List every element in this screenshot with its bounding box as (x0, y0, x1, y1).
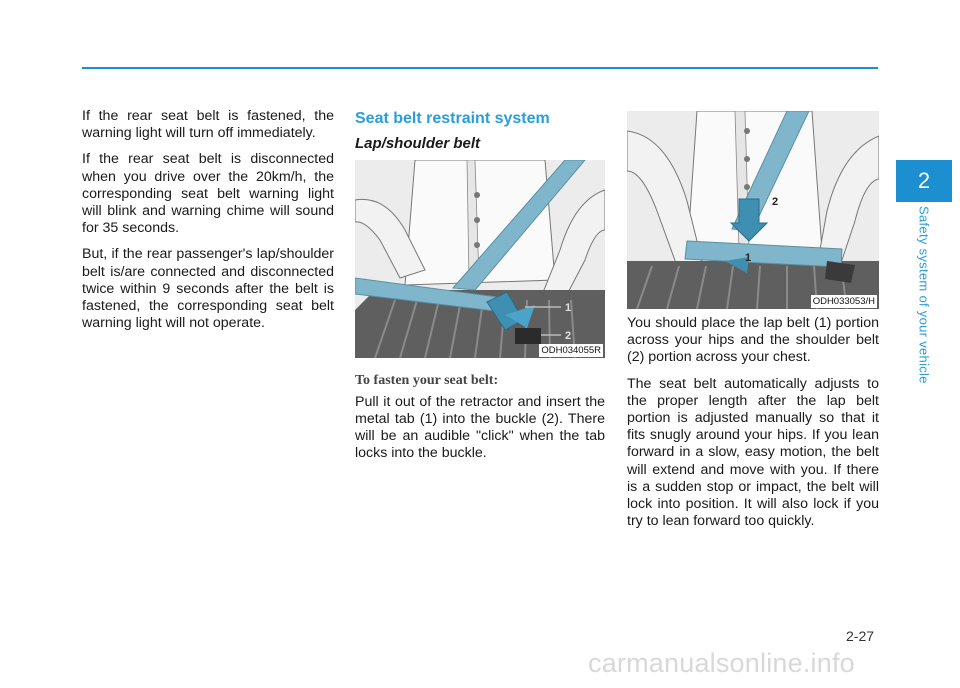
callout-1: 1 (745, 252, 752, 264)
paragraph: But, if the rear passenger's lap/shoulder belt is/are connected and disconnected twice within 9 seconds after the belt is fastened, the corresponding seat belt warning light will not operate. (82, 246, 334, 332)
chapter-title-vertical (912, 206, 936, 400)
left-column (82, 108, 334, 341)
callout-1: 1 (565, 302, 572, 315)
paragraph: You should place the lap belt (1) portion across your hips and the shoulder belt (2) portion across your chest. (627, 315, 879, 366)
chapter-tab: 2 (896, 160, 952, 202)
callout-2: 2 (772, 196, 779, 208)
subsection-title: Lap/shoulder belt (355, 135, 481, 153)
paragraph: If the rear seat belt is fastened, the warning light will turn off immediately. (82, 108, 334, 142)
page-number: 2-27 (846, 628, 875, 644)
lap-shoulder-belt-figure (355, 160, 605, 358)
lap-belt-position-figure (627, 111, 879, 309)
header-rule (82, 67, 878, 69)
watermark: carmanualsonline.info (588, 648, 855, 678)
belt-buckle-illustration (355, 160, 605, 358)
paragraph: If the rear seat belt is disconnected when you drive over the 20km/h, the corresponding seat belt warning light will blink and warning chime will sound for 35 seconds. (82, 151, 334, 237)
middle-column (355, 108, 605, 471)
figure-code: ODH033053/H (812, 296, 875, 307)
chapter-title: Safety system of your vehicle (916, 206, 932, 384)
paragraph: Pull it out of the retractor and insert the metal tab (1) into the buckle (2). There will be an audible "click" when the tab locks into the buckle. (355, 393, 605, 462)
paragraph: The seat belt automatically adjusts to the proper length after the lap belt portion is adjusted manually so that it fits snugly around your hips. If you lean forward in a slow, easy motion, the belt will extend and move with you. If there is a sudden stop or impact, the belt will lock into position. It will also lock if you try to lean forward too quickly. (627, 375, 879, 530)
lap-belt-illustration (627, 111, 879, 309)
figure-code: ODH034055R (541, 345, 601, 357)
right-column (627, 108, 879, 539)
callout-2: 2 (565, 330, 572, 343)
section-title: Seat belt restraint system (355, 110, 550, 127)
fasten-heading: To fasten your seat belt: (355, 373, 499, 389)
